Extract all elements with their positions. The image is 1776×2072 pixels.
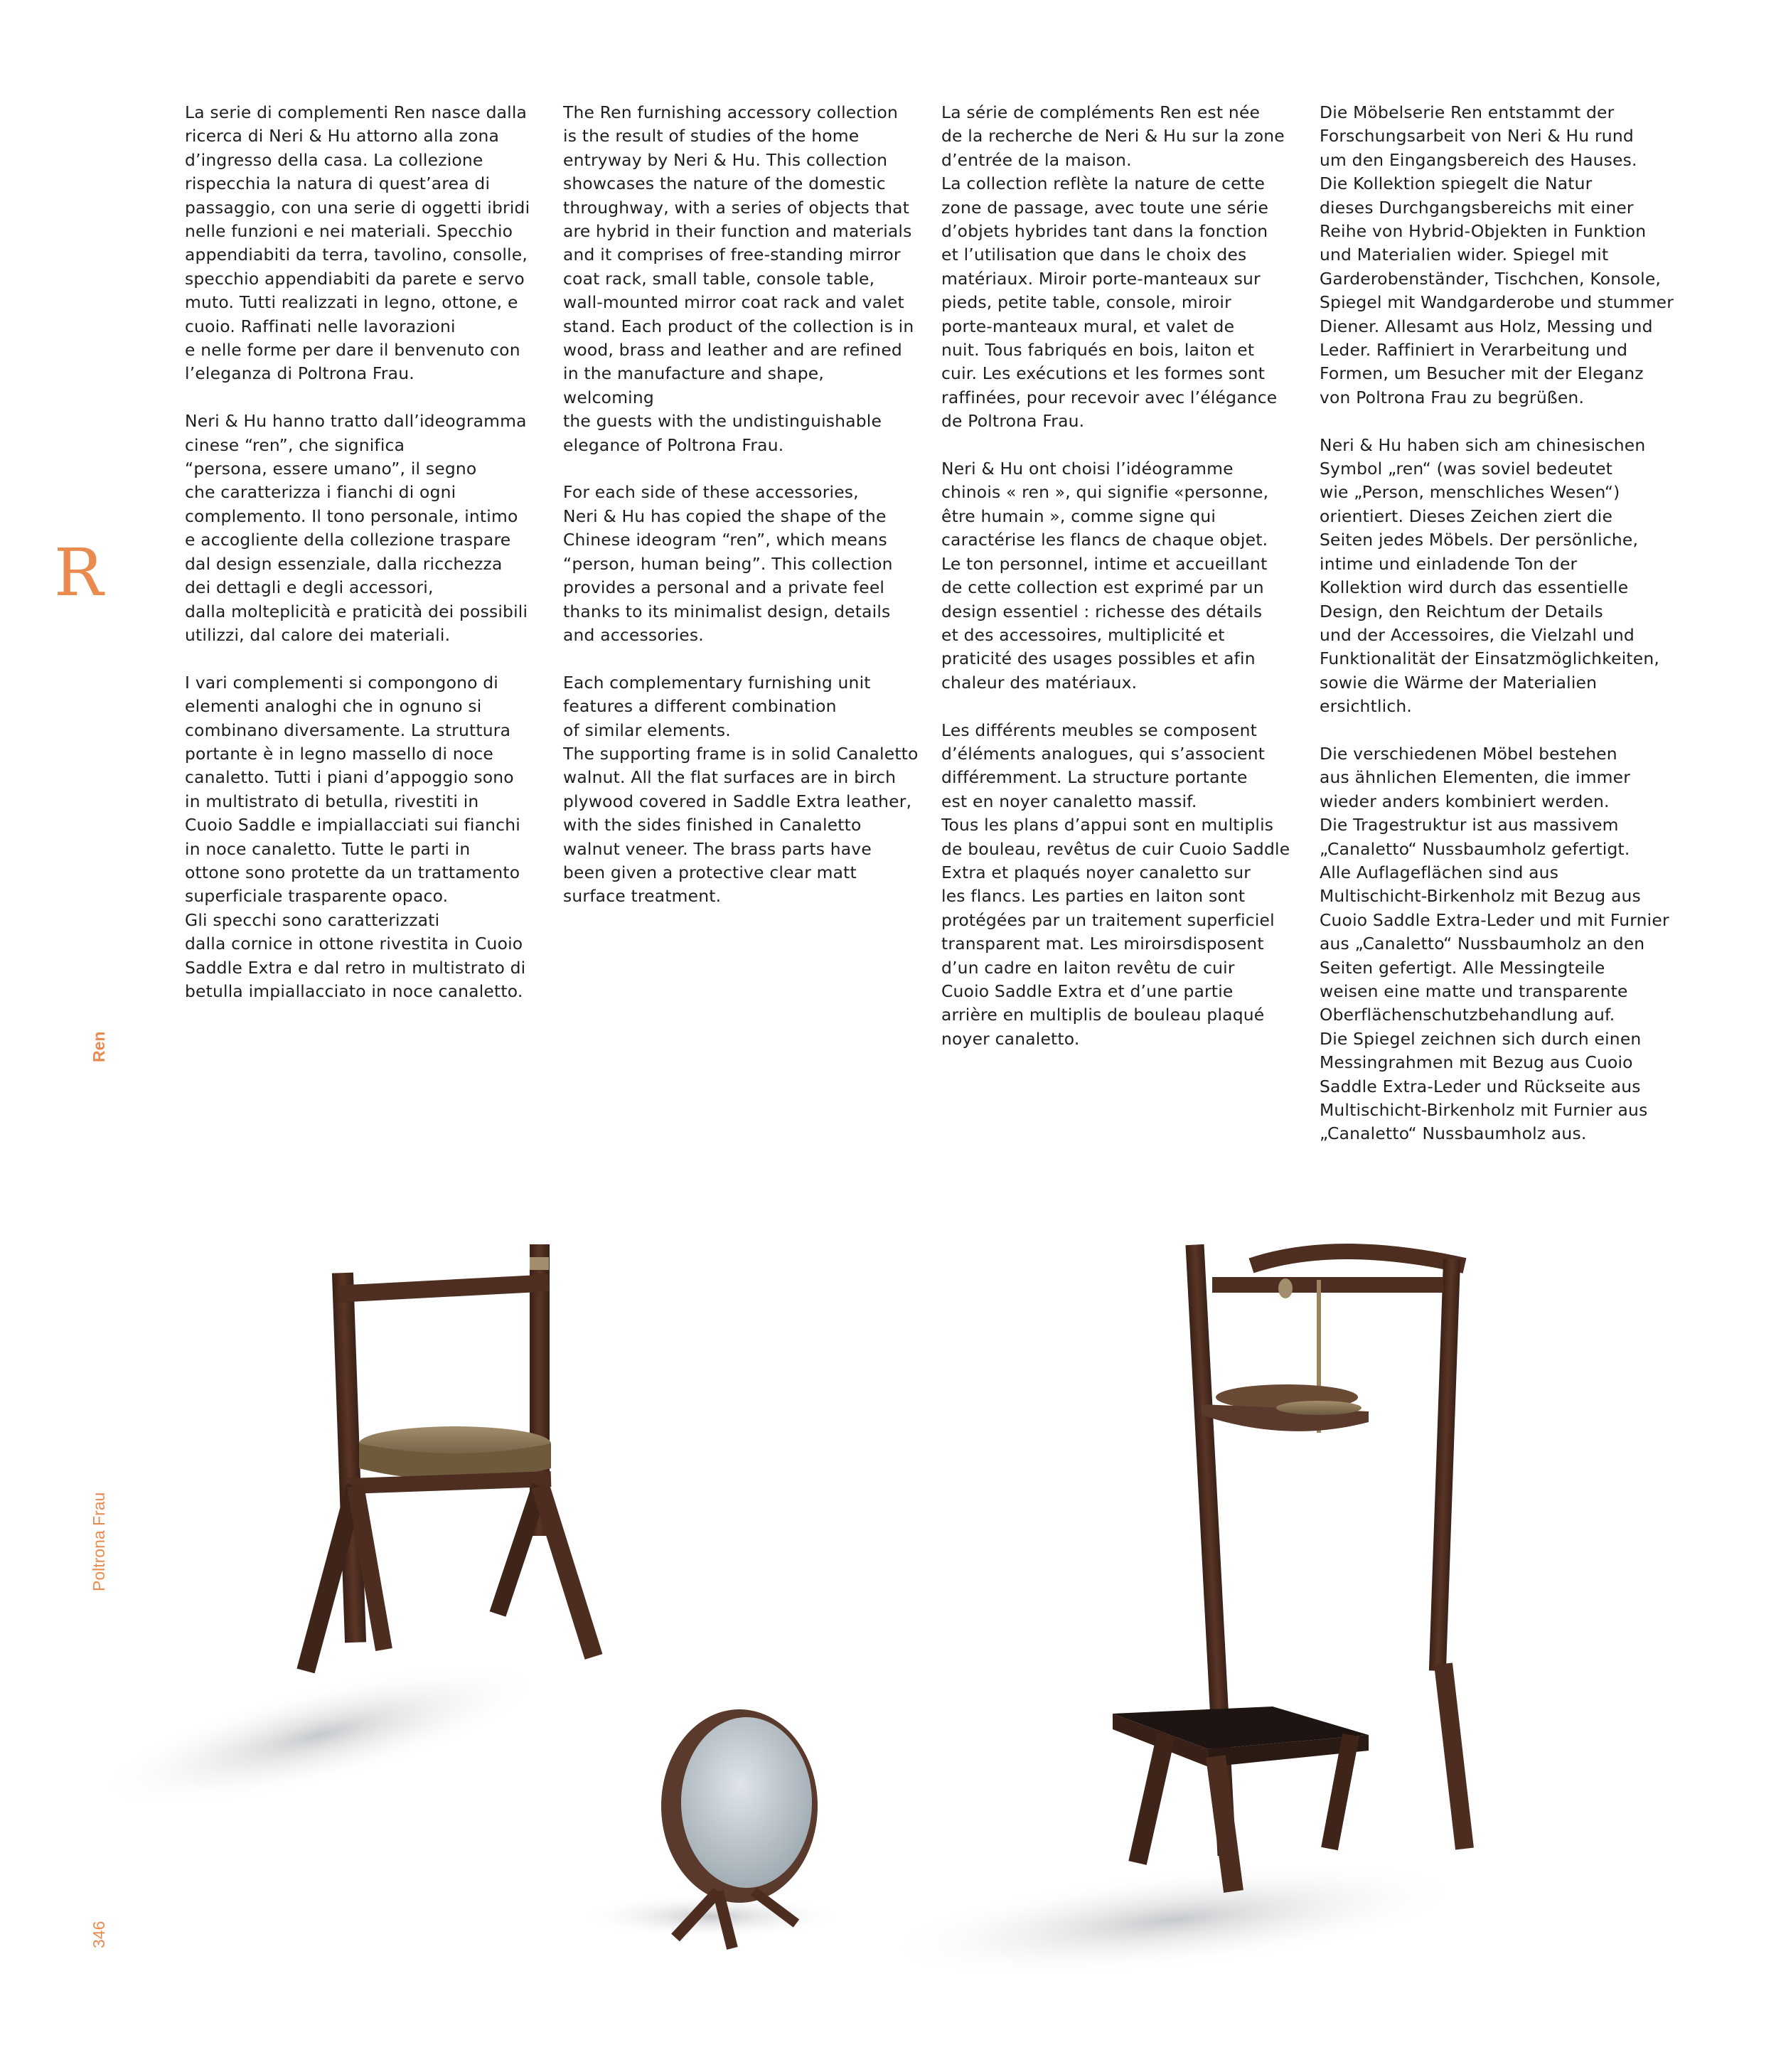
paragraph: Neri & Hu hanno tratto dall’ideogramma cinese “ren”, che significa “persona, essere umano”, il segno che caratterizza i fianchi di ogni complemento. Il tono personale, intimo e accogliente della collezione traspare dal design essenziale, dalla ricchezza dei dettagli e degli accessori, dalla molteplicità e praticità dei possibili utilizzi, dal calore dei materiali.: [185, 411, 528, 645]
paragraph: Die Möbelserie Ren entstammt der Forschungsarbeit von Neri & Hu rund um den Eingangsbereich des Hauses. Die Kollektion spiegelt die Natur dieses Durchgangsbereichs mit einer Reihe von Hybrid-Objekten in Funktion und Materialien wider. Spiegel mit Garderobenständer, Tischchen, Konsole, Spiegel mit Wandgarderobe und stummer Diener. Allesamt aus Holz, Messing und Leder. Raffiniert in Verarbeitung und Formen, um Besucher mit der Eleganz von Poltrona Frau zu begrüßen.: [1320, 102, 1674, 407]
brand-label: Poltrona Frau: [90, 1492, 108, 1591]
text-column-italian: [185, 101, 540, 1027]
paragraph: I vari complementi si compongono di elementi analoghi che in ognuno si combinano diversamente. La struttura portante è in legno massello di noce canaletto. Tutti i piani d’appoggio sono in multistrato di betulla, rivestiti in Cuoio Saddle e impiallacciati sui fianchi in noce canaletto. Tutte le parti in ottone sono protette da un trattamento superficiale trasparente opaco. Gli specchi sono caratterizzati dalla cornice in ottone rivestita in Cuoio Saddle Extra e dal retro in multistrato di betulla impiallacciato in noce canaletto.: [185, 672, 526, 1001]
section-label: Ren: [90, 1031, 108, 1062]
page-number: 346: [90, 1921, 108, 1948]
text-column-french: [941, 101, 1297, 1075]
paragraph: The Ren furnishing accessory collection is the result of studies of the home entryway by Neri & Hu. This collection showcases the nature of the domestic throughway, with a series of objects that are hybrid in their function and materials and it comprises of free-standing mirror coat rack, small table, console table, wall-mounted mirror coat rack and valet stand. Each product of the collection is in wood, brass and leather and are refined in the manufacture and shape, welcoming the guests with the undistinguishable elegance of Poltrona Frau.: [563, 102, 914, 455]
drop-initial: R: [54, 535, 104, 611]
paragraph: Les différents meubles se composent d’éléments analogues, qui s’associent différemment. La structure portante est en noyer canaletto massif. Tous les plans d’appui sont en multiplis de bouleau, revêtus de cuir Cuoio Saddle Extra et plaqués noyer canaletto sur les flancs. Les parties en laiton sont protégées par un traitement superficiel transparent mat. Les miroirsdisposent d’un cadre en laiton revêtu de cuir Cuoio Saddle Extra et d’une partie arrière en multiplis de bouleau plaqué noyer canaletto.: [941, 720, 1290, 1049]
text-column-english: [563, 101, 919, 932]
paragraph: For each side of these accessories, Neri & Hu has copied the shape of the Chinese ideogram “ren”, which means “person, human being”. This collection provides a personal and a private feel thanks to its minimalist design, details and accessories.: [563, 482, 893, 645]
paragraph: Neri & Hu haben sich am chinesischen Symbol „ren“ (was soviel bedeutet wie „Person, menschliches Wesen“) orientiert. Dieses Zeichen ziert die Seiten jedes Möbels. Der persönliche, intime und einladende Ton der Kollektion wird durch das essentielle Design, den Reichtum der Details und der Accessoires, die Vielzahl und Funktionalität der Einsatzmöglichkeiten, sowie die Wärme der Materialien ersichtlich.: [1320, 434, 1660, 717]
paragraph: Each complementary furnishing unit features a different combination of similar elements. The supporting frame is in solid Canaletto walnut. All the flat surfaces are in birch plywood covered in Saddle Extra leather, with the sides finished in Canaletto walnut veneer. The brass parts have been given a protective clear matt surface treatment.: [563, 672, 919, 907]
paragraph: Die verschiedenen Möbel bestehen aus ähnlichen Elementen, die immer wieder anders kombiniert werden. Die Tragestruktur ist aus massivem „Canaletto“ Nussbaumholz gefertigt. Alle Auflageflächen sind aus Multischicht-Birkenholz mit Bezug aus Cuoio Saddle Extra-Leder und mit Furnier aus „Canaletto“ Nussbaumholz an den Seiten gefertigt. Alle Messingteile weisen eine matte und transparente Oberflächenschutzbehandlung auf. Die Spiegel zeichnen sich durch einen Messingrahmen mit Bezug aus Cuoio Saddle Extra-Leder und Rückseite aus Multischicht-Birkenholz mit Furnier aus „Canaletto“ Nussbaumholz aus.: [1320, 743, 1669, 1144]
paragraph: La série de compléments Ren est née de la recherche de Neri & Hu sur la zone d’entrée de la maison. La collection reflète la nature de cette zone de passage, avec toute une série d’objets hybrides tant dans la fonction et l’utilisation que dans le choix des matériaux. Miroir porte-manteaux sur pieds, petite table, console, miroir porte-manteaux mural, et valet de nuit. Tous fabriqués en bois, laiton et cuir. Les exécutions et les formes sont raffinées, pour recevoir avec l’élégance de Poltrona Frau.: [941, 102, 1285, 432]
valet-stand: [871, 1244, 1475, 2001]
small-table-stand: [80, 1244, 594, 1840]
text-column-german: [1320, 101, 1675, 1170]
product-photo: [0, 1195, 1776, 2072]
table-mirror: [576, 1709, 846, 1948]
paragraph: La serie di complementi Ren nasce dalla ricerca di Neri & Hu attorno alla zona d’ingresso della casa. La collezione rispecchia la natura di quest’area di passaggio, con una serie di oggetti ibridi nelle funzioni e nei materiali. Specchio appendiabiti da terra, tavolino, consolle, specchio appendiabiti da parete e servo muto. Tutti realizzati in legno, ottone, e cuoio. Raffinati nelle lavorazioni e nelle forme per dare il benvenuto con l’eleganza di Poltrona Frau.: [185, 102, 530, 384]
paragraph: Neri & Hu ont choisi l’idéogramme chinois « ren », qui signifie «personne, être humain », comme signe qui caractérise les flancs de chaque objet. Le ton personnel, intime et accueillant de cette collection est exprimé par un design essentiel : richesse des détails et des accessoires, multiplicité et praticité des usages possibles et afin chaleur des matériaux.: [941, 459, 1269, 693]
